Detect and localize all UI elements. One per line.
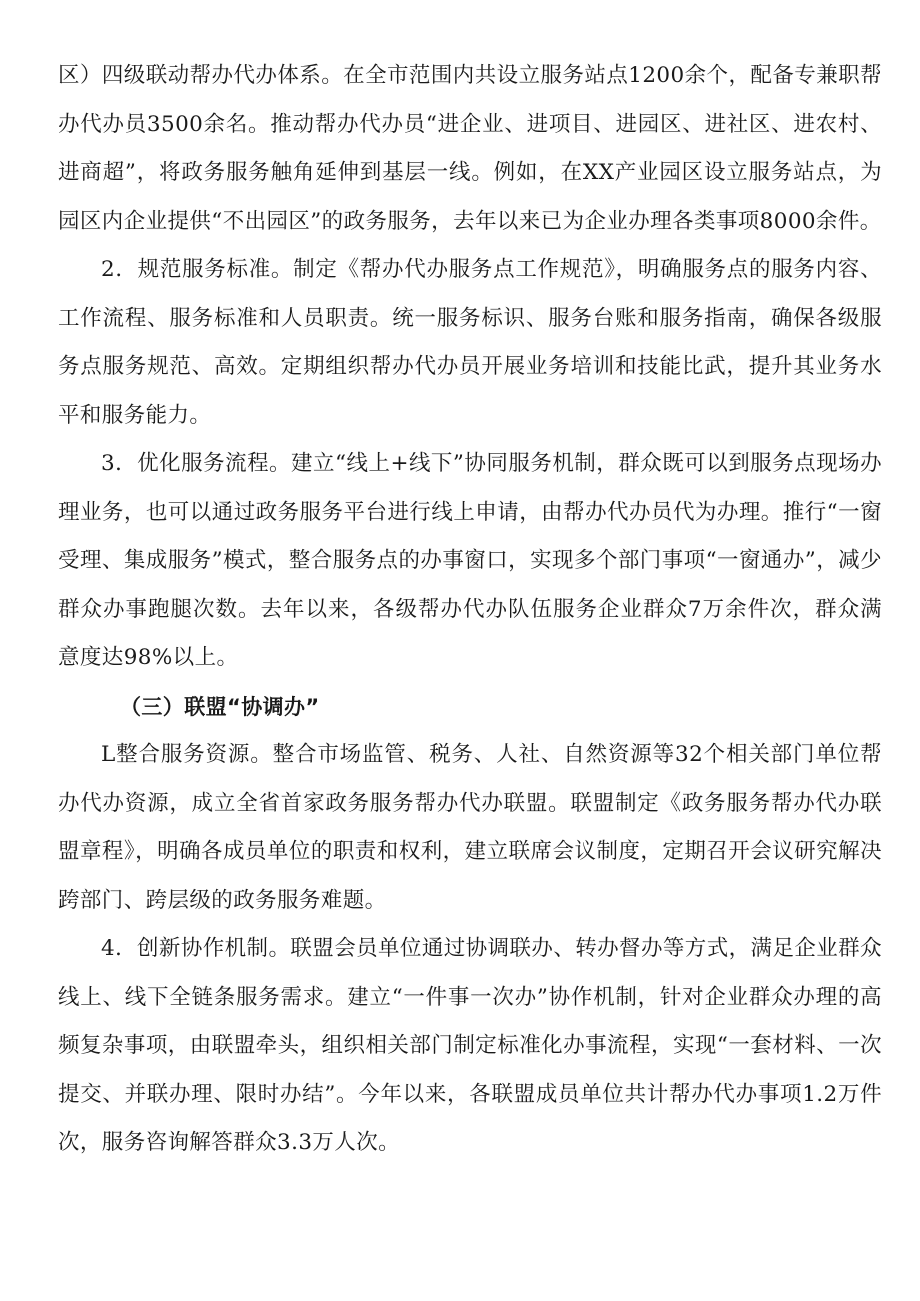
paragraph-service-standards: 2．规范服务标准。制定《帮办代办服务点工作规范》，明确服务点的服务内容、工作流程、服务标准和人员职责。统一服务标识、服务台账和服务指南，确保各级服务点服务规范、高效。定期组织帮办代办员开展业务培训和技能比武，提升其业务水平和服务能力。	[58, 257, 882, 428]
paragraph-service-network: 区）四级联动帮办代办体系。在全市范围内共设立服务站点1200余个，配备专兼职帮办代办员3500余名。推动帮办代办员“进企业、进项目、进园区、进社区、进农村、进商超”，将政务服务触角延伸到基层一线。例如，在XX产业园区设立服务站点，为园区内企业提供“不出园区”的政务服务，去年以来已为企业办理各类事项8000余件。	[58, 63, 882, 234]
paragraph-integrate-resources: L整合服务资源。整合市场监管、税务、人社、自然资源等32个相关部门单位帮办代办资源，成立全省首家政务服务帮办代办联盟。联盟制定《政务服务帮办代办联盟章程》，明确各成员单位的职责和权利，建立联席会议制度，定期召开会议研究解决跨部门、跨层级的政务服务难题。	[58, 742, 882, 913]
paragraph-service-process: 3．优化服务流程。建立“线上+线下”协同服务机制，群众既可以到服务点现场办理业务，也可以通过政务服务平台进行线上申请，由帮办代办员代为办理。推行“一窗受理、集成服务”模式，整合服务点的办事窗口，实现多个部门事项“一窗通办”，减少群众办事跑腿次数。去年以来，各级帮办代办队伍服务企业群众7万余件次，群众满意度达98%以上。	[58, 451, 882, 670]
section-heading-alliance: （三）联盟“协调办”	[120, 694, 320, 719]
paragraph-collaboration-mechanism: 4．创新协作机制。联盟会员单位通过协调联办、转办督办等方式，满足企业群众线上、线下全链条服务需求。建立“一件事一次办”协作机制，针对企业群众办理的高频复杂事项，由联盟牵头，组织相关部门制定标准化办事流程，实现“一套材料、一次提交、并联办理、限时办结”。今年以来，各联盟成员单位共计帮办代办事项1.2万件次，服务咨询解答群众3.3万人次。	[58, 936, 882, 1155]
